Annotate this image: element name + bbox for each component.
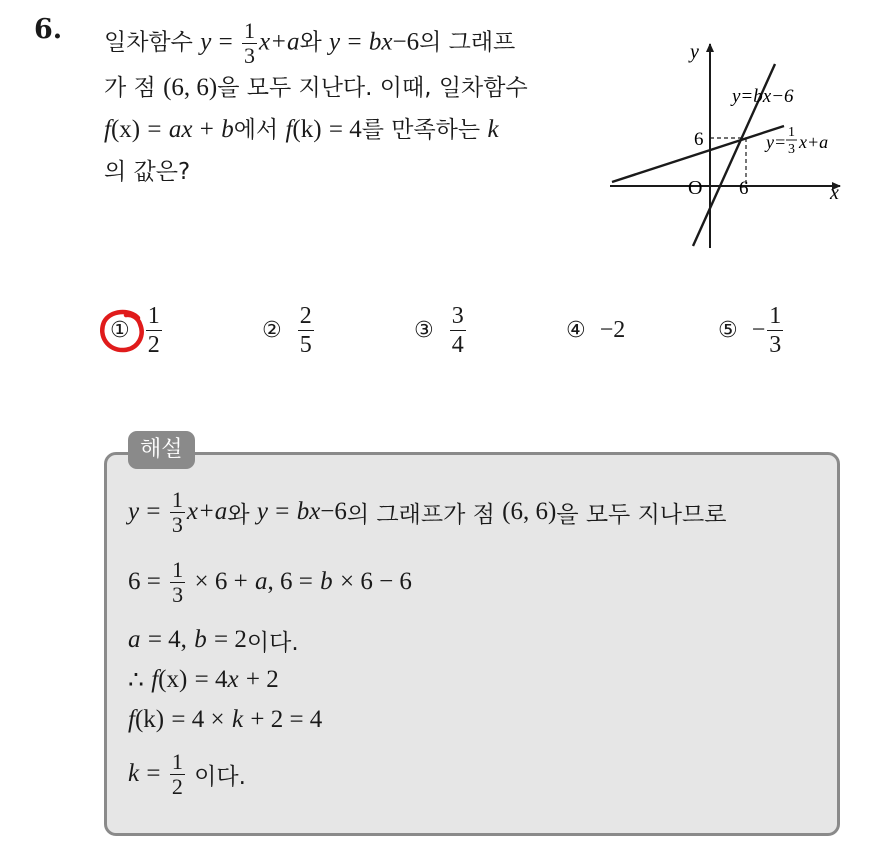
solution-line-4: ∴ f (x) = 4 x + 2 (128, 666, 279, 694)
svg-text:3: 3 (788, 142, 795, 157)
question-line-2: 가 점 (6, 6)을 모두 지난다. 이때, 일차함수 (104, 74, 528, 101)
solution-line-3: a = 4, b = 2 이다. (128, 626, 299, 656)
question-fraction: $\frac{1}{3}$ (244, 18, 256, 68)
choice-1-value: $\frac{1}{2}$ (147, 302, 160, 358)
choice-3-value: $\frac{3}{4}$ (451, 302, 464, 358)
choice-5-sign: − (751, 316, 766, 343)
choice-4[interactable] (566, 300, 625, 360)
solution-line-1: y = $\frac{1}{3}$ x+a 와 y = bx −6 의 그래프가 점 (6, 6) 을 모두 지나므로 (128, 486, 727, 537)
linear-graph (600, 36, 862, 258)
question-line-4: 의 값은? (104, 159, 191, 185)
line-b-label: y=bx−6 (732, 86, 794, 107)
solution-line-5: f (k) = 4 × k + 2 = 4 (128, 706, 323, 733)
question-line-1: 일차함수 y = $\frac{1}{3}$ x+a와 y = bx−6의 그래프 (104, 18, 516, 68)
choice-5-mark: ⑤ (718, 317, 738, 343)
y-tick-label: 6 (694, 129, 704, 150)
solution-label: 해설 (128, 431, 195, 469)
selected-circle-icon (98, 306, 148, 356)
x-tick-label: 6 (739, 178, 749, 199)
solution-line-2: 6 = $\frac{1}{3}$ × 6 + a , 6 = b × 6 − 6 (128, 556, 412, 607)
svg-text:1: 1 (788, 125, 795, 140)
svg-text:x+a: x+a (799, 132, 829, 152)
choice-4-mark: ④ (566, 317, 586, 343)
svg-text:y=: y= (766, 132, 787, 152)
choice-3[interactable] (414, 300, 468, 360)
choice-2-mark: ② (262, 317, 282, 343)
choice-1-mark: ① (110, 318, 130, 343)
choice-5-value: $\frac{1}{3}$ (769, 302, 782, 358)
x-axis-label: x (830, 182, 839, 204)
choice-1[interactable] (110, 300, 164, 360)
choice-2[interactable] (262, 300, 316, 360)
question-number: 6. (34, 14, 63, 45)
answer-choices (104, 300, 824, 360)
origin-label: O (688, 177, 703, 199)
choice-3-mark: ③ (414, 317, 434, 343)
question-text (104, 20, 604, 193)
choice-4-value: −2 (599, 316, 626, 343)
solution-line-6: k = $\frac{1}{2}$ 이다. (128, 748, 246, 799)
choice-5[interactable] (718, 300, 785, 360)
y-axis-label: y (690, 41, 699, 63)
choice-2-value: $\frac{2}{5}$ (299, 302, 312, 358)
question-line-3: f(x) = ax + b에서 f(k) = 4를 만족하는 k (104, 116, 499, 143)
